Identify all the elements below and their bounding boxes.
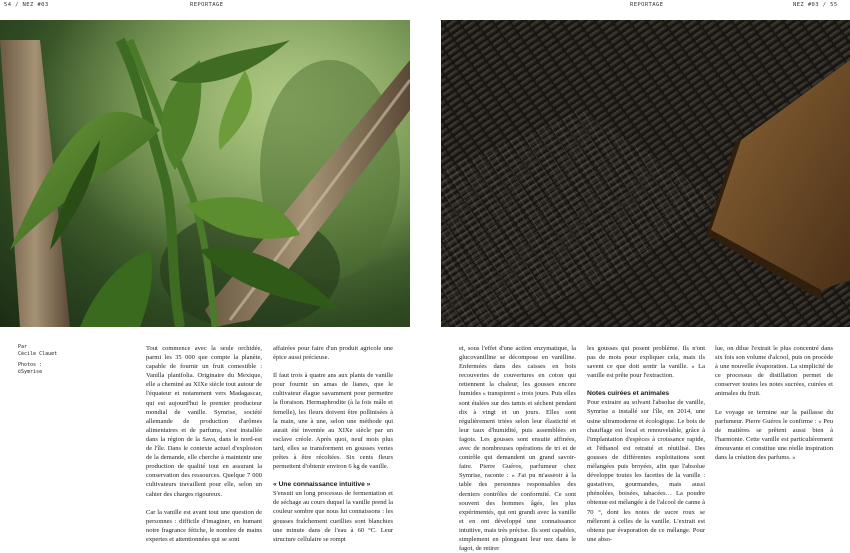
article-column-3 <box>459 344 576 553</box>
author-name: Cécile Clauet <box>18 350 58 357</box>
left-section-label: REPORTAGE <box>190 2 224 8</box>
article-column-4 <box>587 344 705 544</box>
paragraph: Car la vanille est avant tout une question de personnes : difficile d'imaginer, en humant notre fragrance fétiche, le nombre de mains expertes et attentionnées qui se sont <box>146 508 262 543</box>
paragraph: affairées pour faire d'un produit agricole une épice aussi précieuse. <box>273 345 393 362</box>
paragraph: Le voyage se termine sur la paillasse du parfumeur. Pierre Guéros le confirme : « Peu de matières se prêtent aussi bien à l'harmonie. Cette vanille est particulièrement émouvante et constitue une réelle inspiration dans la création des parfums. » <box>715 408 833 462</box>
photographer-name: ©Symrise <box>18 368 43 375</box>
paragraph: Pour extraire au solvant l'absolue de vanille, Symrise a installé sur l'île, en 2014, une usine ultramoderne et écologique. Le bois de chauffage est local et renouvelable, grâce à l'implantation d'espèces à croissance rapide, et l'éthanol est retraité et réutilisé. Des gousses de différentes exploitations sont mélangées puis broyées, afin que l'absolue développe toutes les facettes de la vanille : gustatives, gourmandes, mais aussi phénolées, boisées, tabacées… La poudre obtenue est mélangée à de l'alcool de canne à 70 °, dont les notes de sucre roux se mêleront à celles de la vanille. L'extrait est obtenu par évaporation de ce mélange. Pour une abso- <box>587 399 705 543</box>
curing-vanilla-pods-photo <box>441 20 850 327</box>
paragraph: les gousses qui posent problème. Ils n'ont pas de mots pour expliquer cela, mais ils savent ce que doit sentir la vanille. » La vanille est prête pour l'extraction. <box>587 345 705 380</box>
paragraph: Tout commence avec la seule orchidée, parmi les 35 000 que compte la planète, capable de fournir un fruit comestible : Vanilla planifolia. Originaire du Mexique, elle a cheminé au XIXe siècle tout autour de l'équateur et notamment vers Madagascar, qui est aujourd'hui le premier producteur mondial de vanille. Symrise, société allemande de production d'arômes alimentaires et de parfums, s'est installée dans la région de la Sava, dans le nord-est de l'île. Dans le contexte actuel d'explosion de la demande, elle cherche à maintenir une production de qualité tout en assurant la conservation des ressources. Quelque 7 000 cultivateurs travaillent pour elle, selon un cahier des charges rigoureux. <box>146 345 262 498</box>
vanilla-plant-illustration <box>0 20 410 327</box>
paragraph: S'ensuit un long processus de fermentation et de séchage au cours duquel la vanille prend la couleur sombre que nous lui connaissons : les gousses fraîchement cueillies sont blanchies une minute dans de l'eau à 60 °C. Leur structure cellulaire se rompt <box>273 490 393 543</box>
left-folio: 54 / NEZ #03 <box>4 2 49 8</box>
author-label: Par <box>18 344 28 350</box>
paragraph: et, sous l'effet d'une action enzymatique, la glucovanilline se décompose en vanilline. Enfermées dans des caisses en bois recouvertes de couvertures en coton qui retiennent la chaleur, les gousses encore humides « transpirent » trois jours. Puis elles sont étalées sur des tamis et séchent pendant dix à vingt et un jours. Elles sont régulièrement triées selon leur élasticité et leur taux d'humidité, puis assemblées en fagots. Les gousses sont ensuite affinées, avec de nombreuses opérations de tri et de contrôle qui demandent un grand savoir-faire. Pierre Guéros, parfumeur chez Symrise, raconte : « J'ai pu m'asseoir à la table des personnes responsables des derniers contrôles de conformité. Ce sont souvent des hommes âgés, les plus expérimentés, qui ont grandi avec la vanille et en ont développé une connaissance intuitive, mais très précise. Ils sont capables, simplement en plongeant leur nez dans le fagot, de retirer <box>459 345 576 553</box>
photo-credit <box>18 362 42 375</box>
right-folio: NEZ #03 / 55 <box>793 2 838 8</box>
author-credit <box>18 344 57 357</box>
article-column-2 <box>273 344 393 544</box>
vanilla-pods-illustration <box>441 20 850 327</box>
subheading: « Une connaissance intuitive » <box>273 481 371 489</box>
subheading: Notes cuirées et animales <box>587 390 670 398</box>
paragraph: Il faut trois à quatre ans aux plants de vanille pour fournir un amas de lianes, que le cultivateur élague savamment pour permettre la floraison. Hermaphrodite (à la fois mâle et femelle), les fleurs doivent être pollinisées à la main, une à une, selon une méthode qui aurait été inventée au XIXe siècle par un esclave créole. Après quoi, neuf mois plus tard, elles se transforment en gousses vertes prêtes à être récoltées. Six cents fleurs permettent d'obtenir environ 6 kg de vanille. <box>273 372 393 471</box>
article-column-1 <box>146 344 262 544</box>
photo-label: Photos : <box>18 362 43 368</box>
paragraph: lue, on dilue l'extrait le plus concentré dans six fois son volume d'alcool, puis on procède à une nouvelle évaporation. La simplicité de ce processus de distillation permet de conserver toutes les notes sucrées, cuirées et animales du fruit. <box>715 345 833 398</box>
vanilla-plant-photo <box>0 20 410 327</box>
article-column-5 <box>715 344 833 462</box>
right-section-label: REPORTAGE <box>630 2 664 8</box>
